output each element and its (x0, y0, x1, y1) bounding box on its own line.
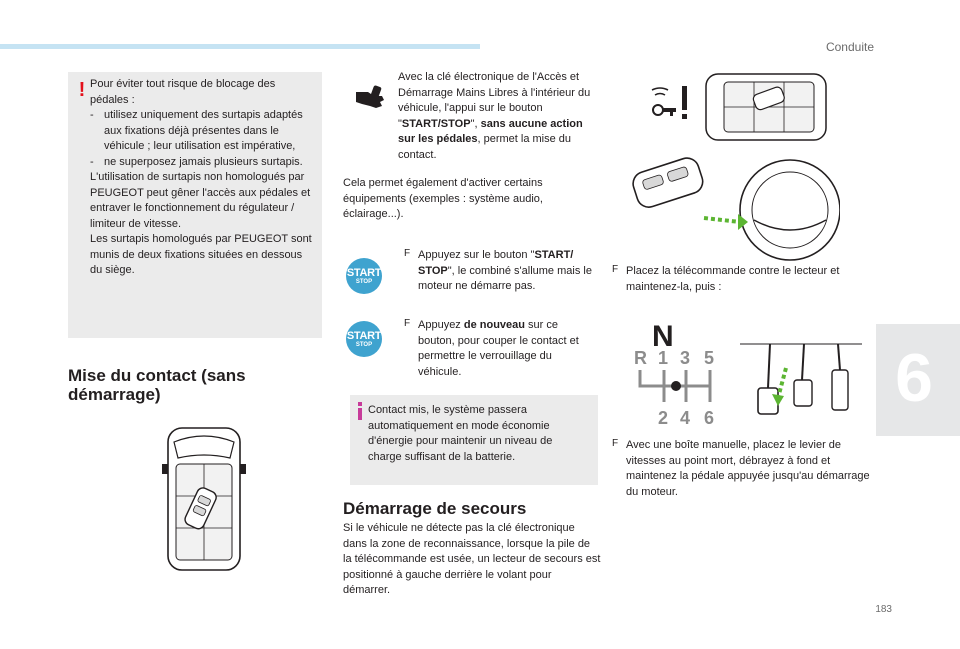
start-stop-button: START STOP (346, 321, 382, 357)
gear-label: 4 (680, 408, 691, 428)
also-text: Cela permet également d'activer certains équipements (exemples : système audio, éclairage...). (343, 177, 543, 220)
info-text: Contact mis, le système passera automatiquement en mode économie d'énergie pour maintenir un niveau de charge suffisant de la batterie. (368, 404, 553, 463)
pedals-illustration (740, 340, 862, 424)
keyless-text: Avec la clé électronique de l'Accès et Démarrage Mains Libres à l'intérieur du véhicule, l'appui sur le bouton "START/STOP", sans aucune action sur les pédales, permet la mise du contact. (398, 71, 591, 161)
step-flag: F (404, 248, 411, 259)
remote-key-reader-illustration (620, 150, 840, 262)
car-top-view-key-inside (702, 70, 832, 146)
emergency-start-text: Si le véhicule ne détecte pas la clé électronique dans la zone de reconnaissance, lorsque la pile de la télécommande est usée, un lecteur de secours est positionné à gauche derrière le volant pour démarrer. (343, 522, 601, 596)
step-place-remote: F Placez la télécommande contre le lecteur et maintenez-la, puis : (612, 264, 872, 295)
car-top-view-illustration (162, 424, 246, 574)
gear-shift-pattern-diagram (628, 344, 724, 430)
chapter-number: 6 (895, 340, 933, 416)
key-alert-icon (646, 82, 692, 126)
warning-bullet: - ne superposez jamais plusieurs surtapis. (90, 155, 303, 168)
step-press-start: F Appuyez sur le bouton "START/ STOP", le combiné s'allume mais le moteur ne démarre pas. (404, 248, 596, 295)
gear-neutral-label: N (652, 320, 674, 353)
step-manual-gearbox: F Avec une boîte manuelle, placez le levier de vitesses au point mort, débrayez à fond et maintenez la pédale appuyée jusqu'au démarrage du moteur. (612, 438, 870, 500)
warning-para: L'utilisation de surtapis non homologués par PEUGEOT peut gêner l'accès aux pédales et entraver le fonctionnement du régulateur / limiteur de vitesse. (90, 171, 311, 230)
section-name: Conduite (825, 40, 874, 54)
warning-bullet: - utilisez uniquement des surtapis adaptés aux fixations déjà présentes dans le véhicule ; leur utilisation est impérative, (90, 109, 303, 152)
step-flag: F (612, 438, 619, 449)
warning-text (90, 77, 316, 279)
start-stop-button: START STOP (346, 258, 382, 294)
step-flag: F (404, 318, 411, 329)
step-flag: F (612, 264, 619, 275)
gear-label: R (634, 348, 647, 368)
warning-intro: Pour éviter tout risque de blocage des pédales : (90, 78, 276, 106)
gear-label: 6 (704, 408, 715, 428)
warning-icon: ! (78, 79, 86, 101)
info-icon (356, 402, 364, 420)
keyless-hand-icon (354, 84, 386, 112)
step-press-again: F Appuyez de nouveau sur ce bouton, pour couper le contact et permettre le verrouillage du véhicule. (404, 318, 596, 380)
gear-label: 1 (658, 348, 669, 368)
gear-label: 2 (658, 408, 669, 428)
gear-label: 3 (680, 348, 691, 368)
section-title-emergency-start: Démarrage de secours (343, 499, 527, 518)
gear-label: 5 (704, 348, 715, 368)
remote-key-icon (630, 155, 706, 210)
page-number: 183 (875, 604, 892, 615)
warning-para: Les surtapis homologués par PEUGEOT sont munis de deux fixations situées en dessous du siège. (90, 233, 312, 276)
section-title-ignition: Mise du contact (sans démarrage) (68, 366, 246, 404)
